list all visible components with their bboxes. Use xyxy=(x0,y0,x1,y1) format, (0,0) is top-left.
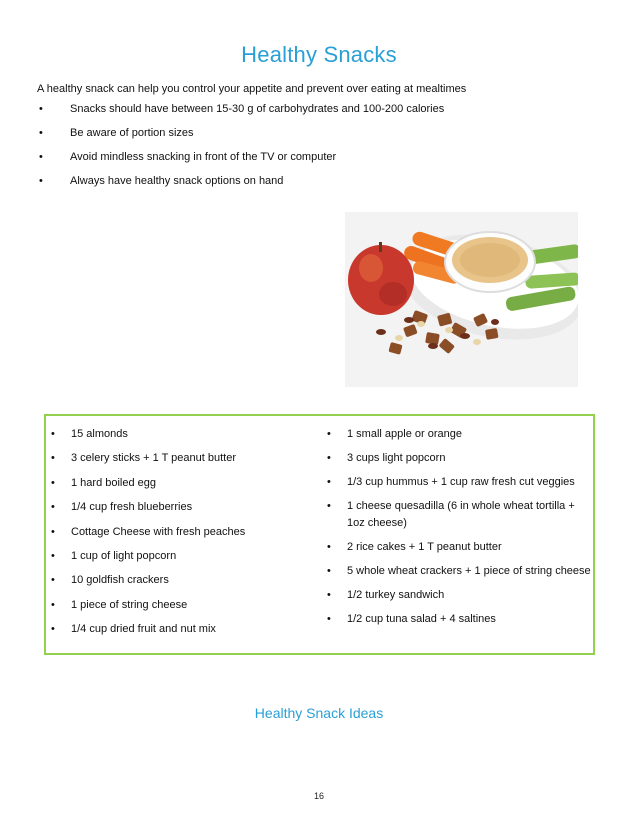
snack-idea-item: • 3 cups light popcorn xyxy=(325,450,595,467)
snack-idea-item: • 1/3 cup hummus + 1 cup raw fresh cut veggies xyxy=(325,474,595,491)
snack-idea-item: • 2 rice cakes + 1 T peanut butter xyxy=(325,539,595,556)
page-number: 16 xyxy=(313,791,324,801)
snack-idea-item: • 10 goldfish crackers xyxy=(49,572,309,589)
page-title: Healthy Snacks xyxy=(241,42,397,67)
snack-idea-item: • Cottage Cheese with fresh peaches xyxy=(49,524,309,541)
snack-idea-item: • 3 celery sticks + 1 T peanut butter xyxy=(49,450,309,467)
snack-idea-item: • 1/4 cup dried fruit and nut mix xyxy=(49,621,309,638)
snack-idea-item: • 1/2 turkey sandwich xyxy=(325,587,595,604)
snack-ideas-box xyxy=(44,414,595,655)
snack-idea-item: • 1 hard boiled egg xyxy=(49,475,309,492)
snack-idea-item: • 15 almonds xyxy=(49,426,309,443)
tips-list-item: • Avoid mindless snacking in front of the TV or computer xyxy=(37,150,444,174)
snack-idea-item: • 5 whole wheat crackers + 1 piece of string cheese xyxy=(325,563,595,580)
snack-idea-item: • 1 cheese quesadilla (6 in whole wheat tortilla + 1oz cheese) xyxy=(325,498,595,532)
snack-ideas-caption: Healthy Snack Ideas xyxy=(254,705,384,721)
snack-ideas-right-list xyxy=(325,426,595,635)
tips-list-item: • Snacks should have between 15-30 g of carbohydrates and 100-200 calories xyxy=(37,102,444,126)
tips-list-item: • Be aware of portion sizes xyxy=(37,126,444,150)
snack-plate-photo-icon xyxy=(345,212,578,387)
snack-idea-item: • 1/4 cup fresh blueberries xyxy=(49,499,309,516)
snack-idea-item: • 1/2 cup tuna salad + 4 saltines xyxy=(325,611,595,628)
tips-list-item: • Always have healthy snack options on hand xyxy=(37,174,444,198)
snack-idea-item: • 1 piece of string cheese xyxy=(49,597,309,614)
snack-ideas-left-list xyxy=(49,426,309,646)
snack-idea-item: • 1 cup of light popcorn xyxy=(49,548,309,565)
tips-list xyxy=(37,102,444,198)
intro-text: A healthy snack can help you control your appetite and prevent over eating at mealtimes xyxy=(37,83,467,95)
snack-idea-item: • 1 small apple or orange xyxy=(325,426,595,443)
